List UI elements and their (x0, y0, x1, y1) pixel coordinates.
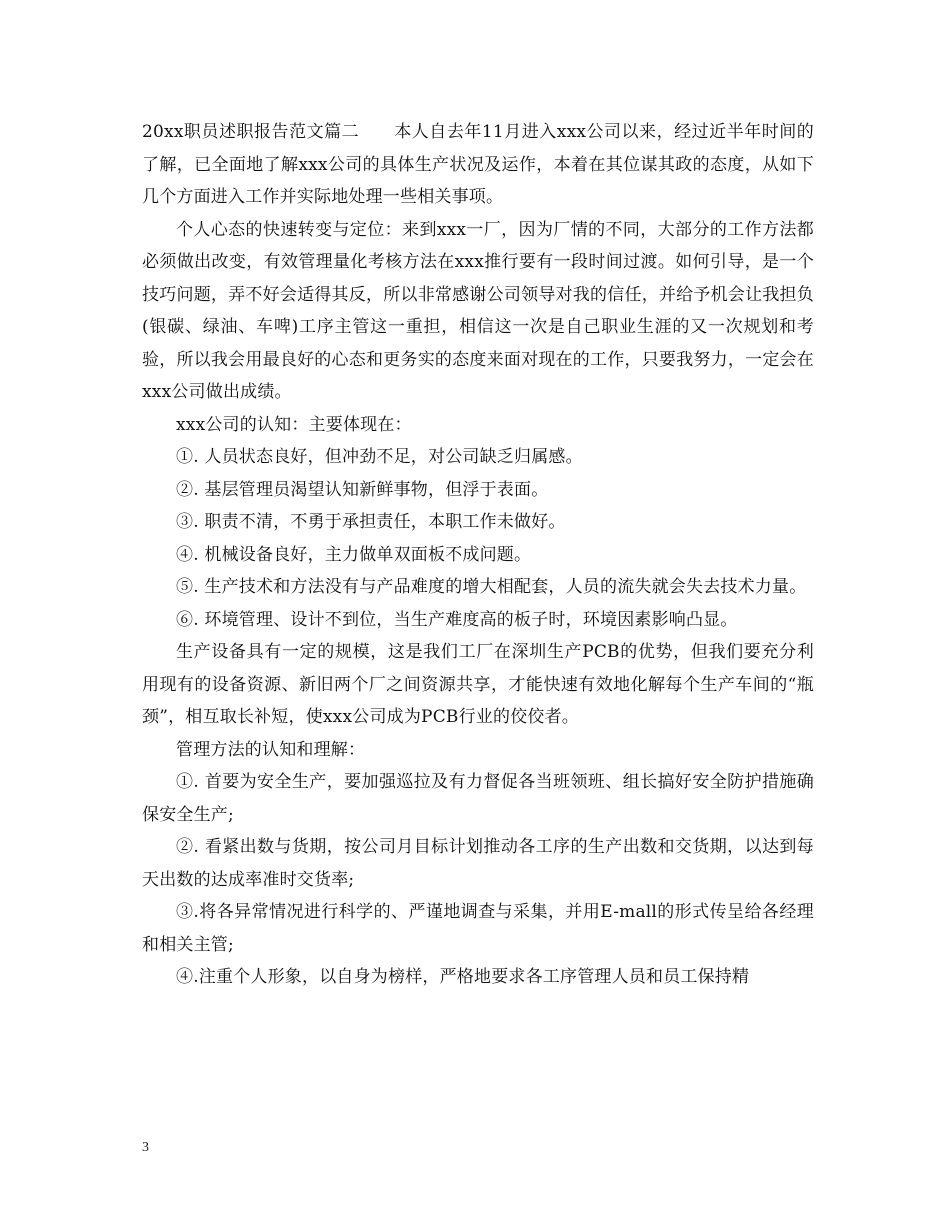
management-item-4: ④.注重个人形象，以自身为榜样，严格地要求各工序管理人员和员工保持精 (176, 967, 750, 987)
paragraph-company-cognition-heading: xxx公司的认知：主要体现在： (176, 414, 412, 435)
management-item-2: ②. 看紧出数与货期，按公司月目标计划推动各工序的生产出数和交货期，以达到每天出数的达成率准时交货率; (142, 837, 814, 890)
paragraph-management-heading: 管理方法的认知和理解： (176, 739, 366, 760)
paragraph-mindset: 个人心态的快速转变与定位：来到xxx一厂，因为厂情的不同，大部分的工作方法都必须做出改变，有效管理量化考核方法在xxx推行要有一段时间过渡。如何引导，是一个技巧问题，弄不好会适得其反，所以非常感谢公司领导对我的信任，并给予机会让我担负(银碳、绿油、车啤)工序主管这一重担，相信这一次是自己职业生涯的又一次规划和考验，所以我会用最良好的心态和更务实的态度来面对现在的工作，只要我努力，一定会在xxx公司做出成绩。 (142, 219, 814, 402)
paragraph-intro: 20xx职员述职报告范文篇二 本人自去年11月进入xxx公司以来，经过近半年时间的了解，已全面地了解xxx公司的具体生产状况及运作，本着在其位谋其政的态度，从如下几个方面进入工作并实际地处理一些相关事项。 (142, 122, 814, 207)
page-number: 3 (142, 1140, 149, 1155)
list-item-3: ③. 职责不清，不勇于承担责任，本职工作未做好。 (176, 512, 566, 532)
list-item-4: ④. 机械设备良好，主力做单双面板不成问题。 (176, 544, 532, 565)
management-item-1: ①. 首要为安全生产，要加强巡拉及有力督促各当班领班、组长搞好安全防护措施确保安全生产; (142, 772, 814, 825)
list-item-2: ②. 基层管理员渴望认知新鲜事物，但浮于表面。 (176, 479, 549, 500)
list-item-5: ⑤. 生产技术和方法没有与产品难度的增大相配套，人员的流失就会失去技术力量。 (176, 577, 807, 597)
management-item-3: ③.将各异常情况进行科学的、严谨地调查与采集，并用E-mall的形式传呈给各经理和相关主管; (142, 902, 814, 955)
paragraph-equipment: 生产设备具有一定的规模，这是我们工厂在深圳生产PCB的优势，但我们要充分利用现有的设备资源、新旧两个厂之间资源共享，才能快速有效地化解每个生产车间的“瓶颈”，相互取长补短，使xxx公司成为PCB行业的佼佼者。 (142, 642, 814, 727)
list-item-1: ①. 人员状态良好，但冲劲不足，对公司缺乏归属感。 (176, 447, 583, 467)
body-text (142, 116, 814, 994)
list-item-6: ⑥. 环境管理、设计不到位，当生产难度高的板子时，环境因素影响凸显。 (176, 609, 738, 630)
